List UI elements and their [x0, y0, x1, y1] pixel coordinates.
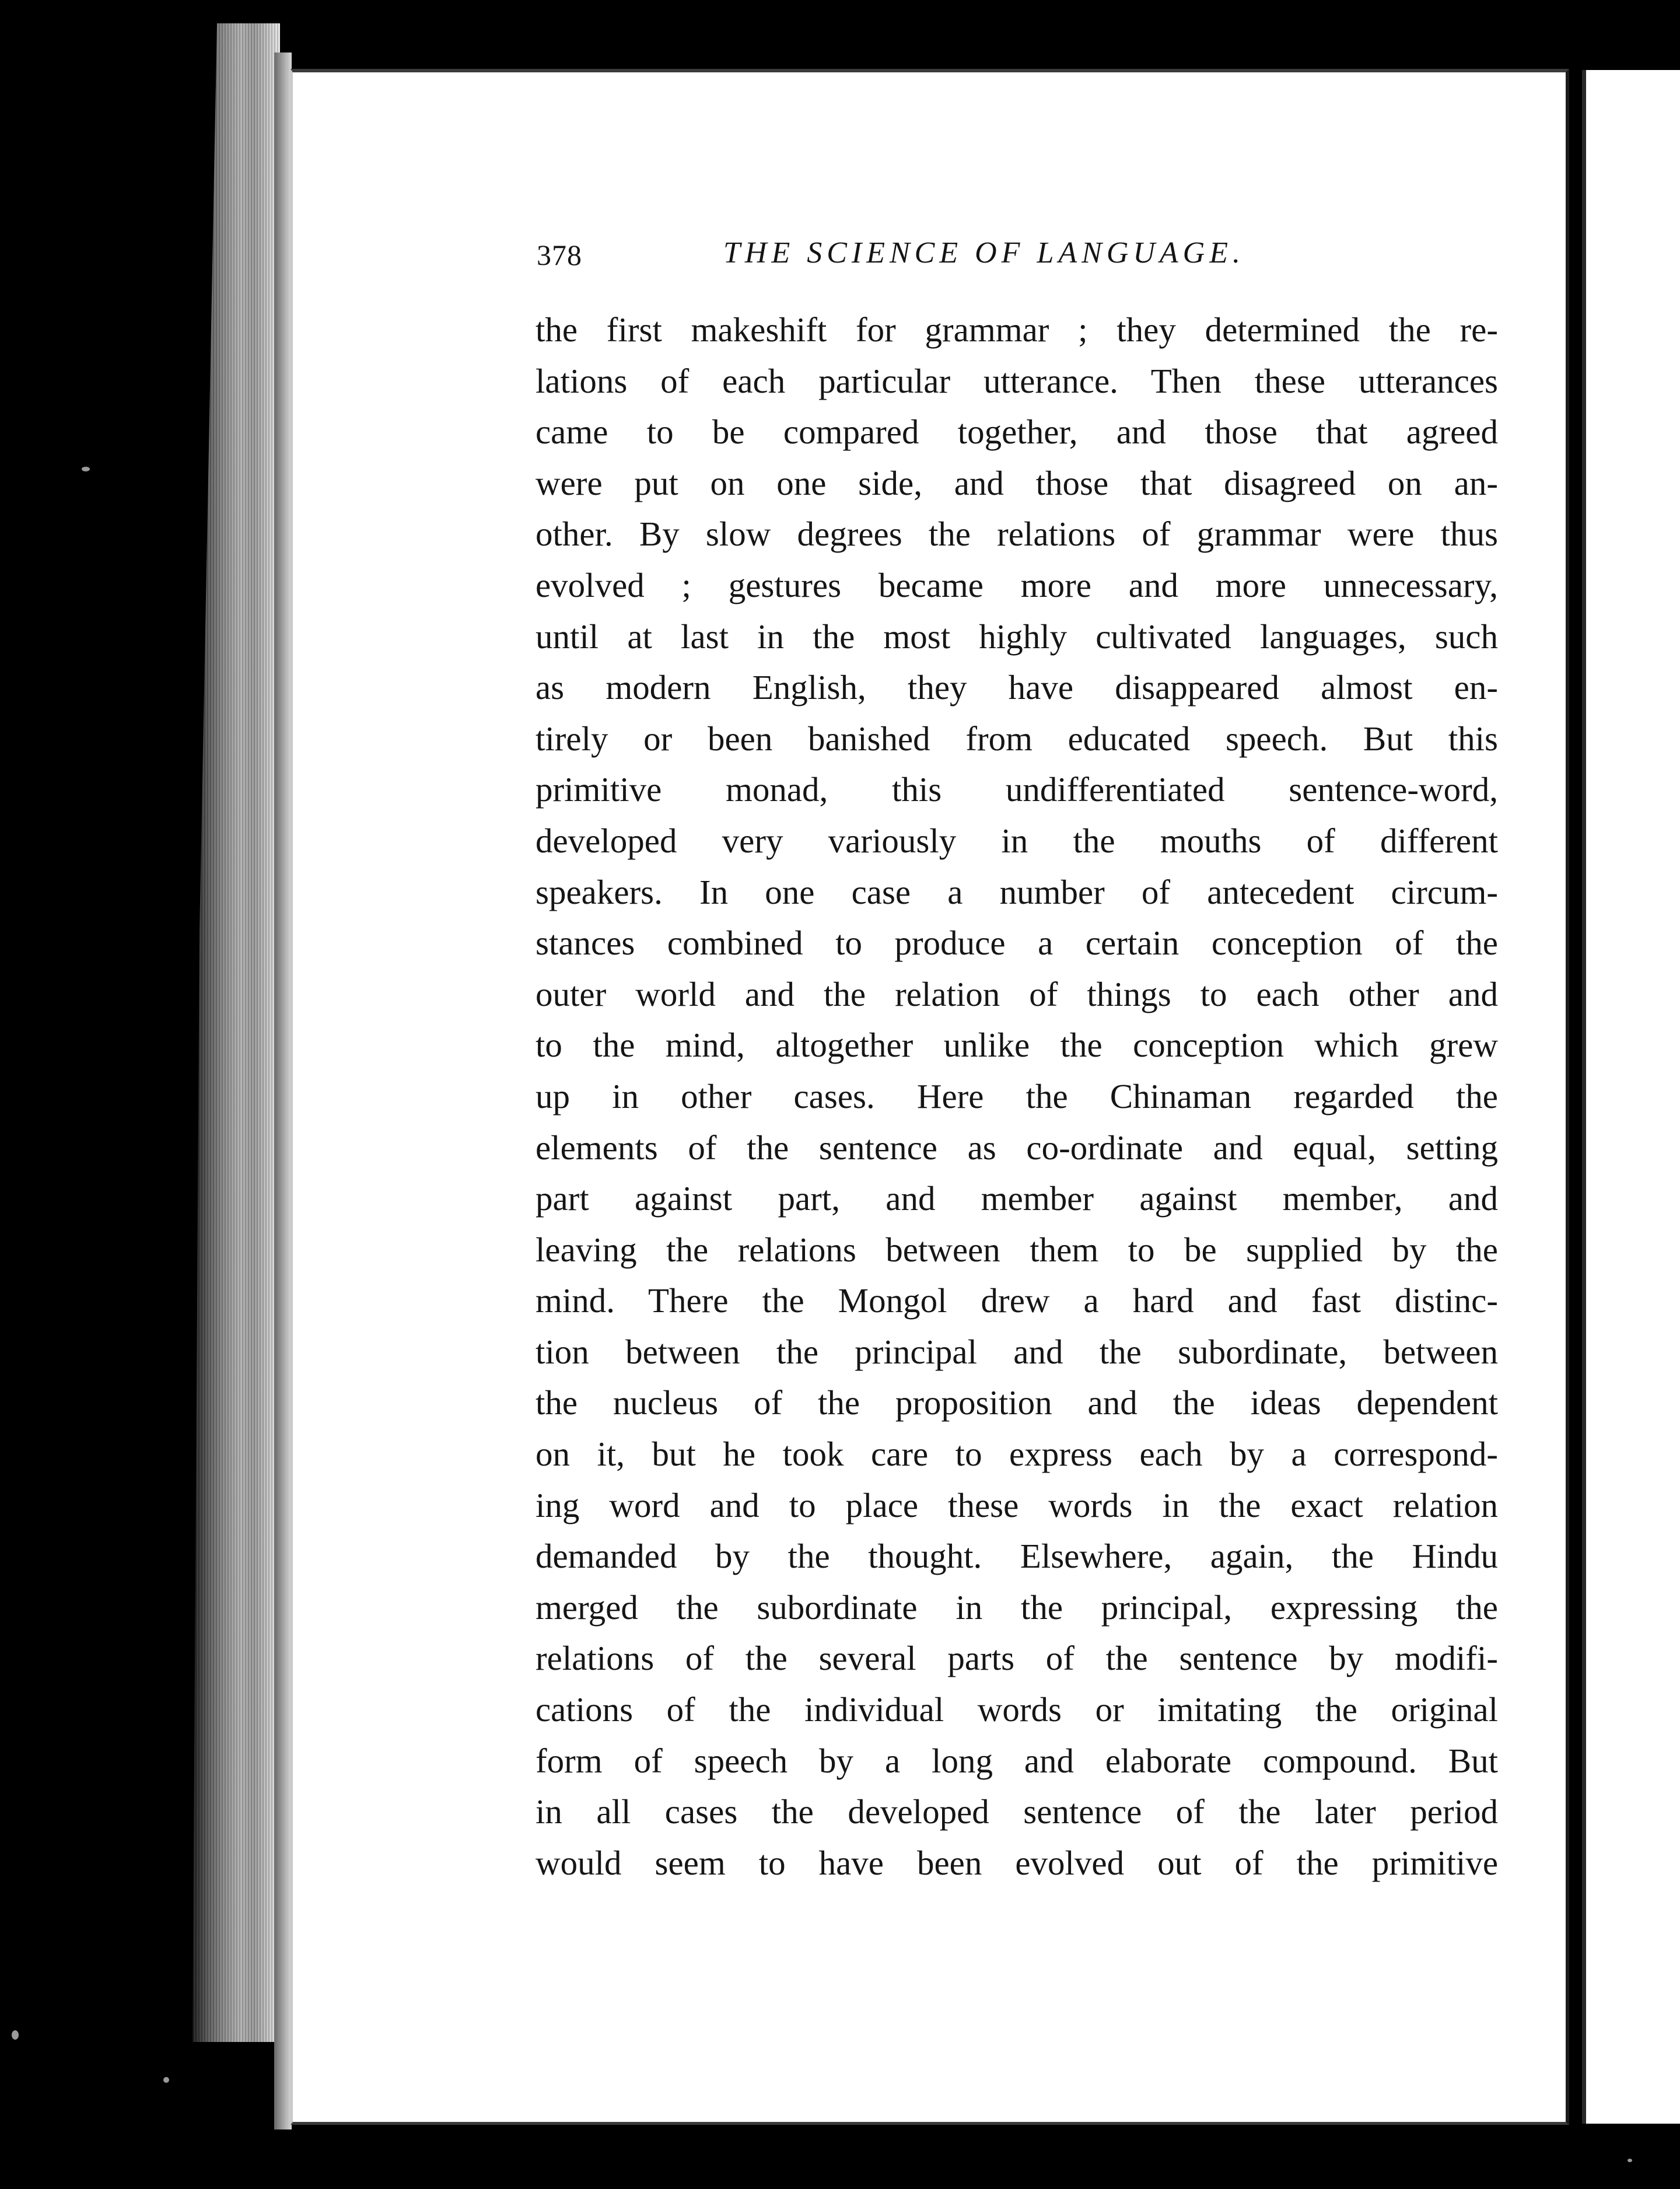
running-title: THE SCIENCE OF LANGUAGE.: [723, 236, 1245, 270]
text-line: primitive monad, this undifferentiated sentence-word,: [536, 770, 1498, 809]
running-head: [537, 233, 1312, 274]
dust-speck: [163, 2077, 169, 2083]
text-line: ing word and to place these words in the exact relation: [536, 1485, 1498, 1524]
text-line: the nucleus of the proposition and the ideas dependent: [536, 1383, 1498, 1422]
text-line: up in other cases. Here the Chinaman regarded the: [536, 1076, 1498, 1116]
dust-speck: [82, 467, 90, 471]
text-line: elements of the sentence as co-ordinate and equal, setting: [536, 1128, 1498, 1167]
text-line: leaving the relations between them to be supplied by the: [536, 1230, 1498, 1269]
text-line: outer world and the relation of things to each other and: [536, 974, 1498, 1013]
text-line: would seem to have been evolved out of the primitive: [536, 1843, 1498, 1882]
text-line: tirely or been banished from educated speech. But this: [536, 719, 1498, 758]
text-line: relations of the several parts of the sentence by modifi-: [536, 1639, 1498, 1678]
text-line: other. By slow degrees the relations of grammar were thus: [536, 515, 1498, 554]
text-line: until at last in the most highly cultivated languages, such: [536, 617, 1498, 656]
text-line: came to be compared together, and those that agreed: [536, 412, 1498, 452]
body-text: [536, 305, 1498, 1889]
text-line: merged the subordinate in the principal, expressing the: [536, 1587, 1498, 1627]
page-gutter-shadow: [274, 53, 292, 2129]
dust-speck: [12, 2030, 19, 2040]
page-number: 378: [537, 239, 582, 271]
text-line: as modern English, they have disappeared almost en-: [536, 668, 1498, 707]
text-line: demanded by the thought. Elsewhere, again, the Hindu: [536, 1537, 1498, 1576]
text-line: part against part, and member against member, and: [536, 1179, 1498, 1218]
text-line: speakers. In one case a number of antecedent circum-: [536, 872, 1498, 911]
text-line: on it, but he took care to express each by a correspond-: [536, 1435, 1498, 1474]
text-line: tion between the principal and the subordinate, between: [536, 1332, 1498, 1371]
text-line: lations of each particular utterance. Then these utterances: [536, 361, 1498, 400]
facing-page-edge: [1582, 70, 1680, 2124]
text-line: form of speech by a long and elaborate compound. But: [536, 1741, 1498, 1780]
text-line: were put on one side, and those that disagreed on an-: [536, 463, 1498, 502]
text-line: evolved ; gestures became more and more unnecessary,: [536, 565, 1498, 604]
text-line: in all cases the developed sentence of the later period: [536, 1792, 1498, 1831]
text-line: stances combined to produce a certain conception of the: [536, 924, 1498, 963]
text-line: mind. There the Mongol drew a hard and fast distinc-: [536, 1281, 1498, 1320]
text-line: developed very variously in the mouths of different: [536, 821, 1498, 860]
text-line: to the mind, altogether unlike the conception which grew: [536, 1026, 1498, 1065]
text-line: cations of the individual words or imitating the original: [536, 1690, 1498, 1729]
text-line: the first makeshift for grammar ; they determined the re-: [536, 310, 1498, 349]
dust-speck: [1628, 2159, 1632, 2162]
